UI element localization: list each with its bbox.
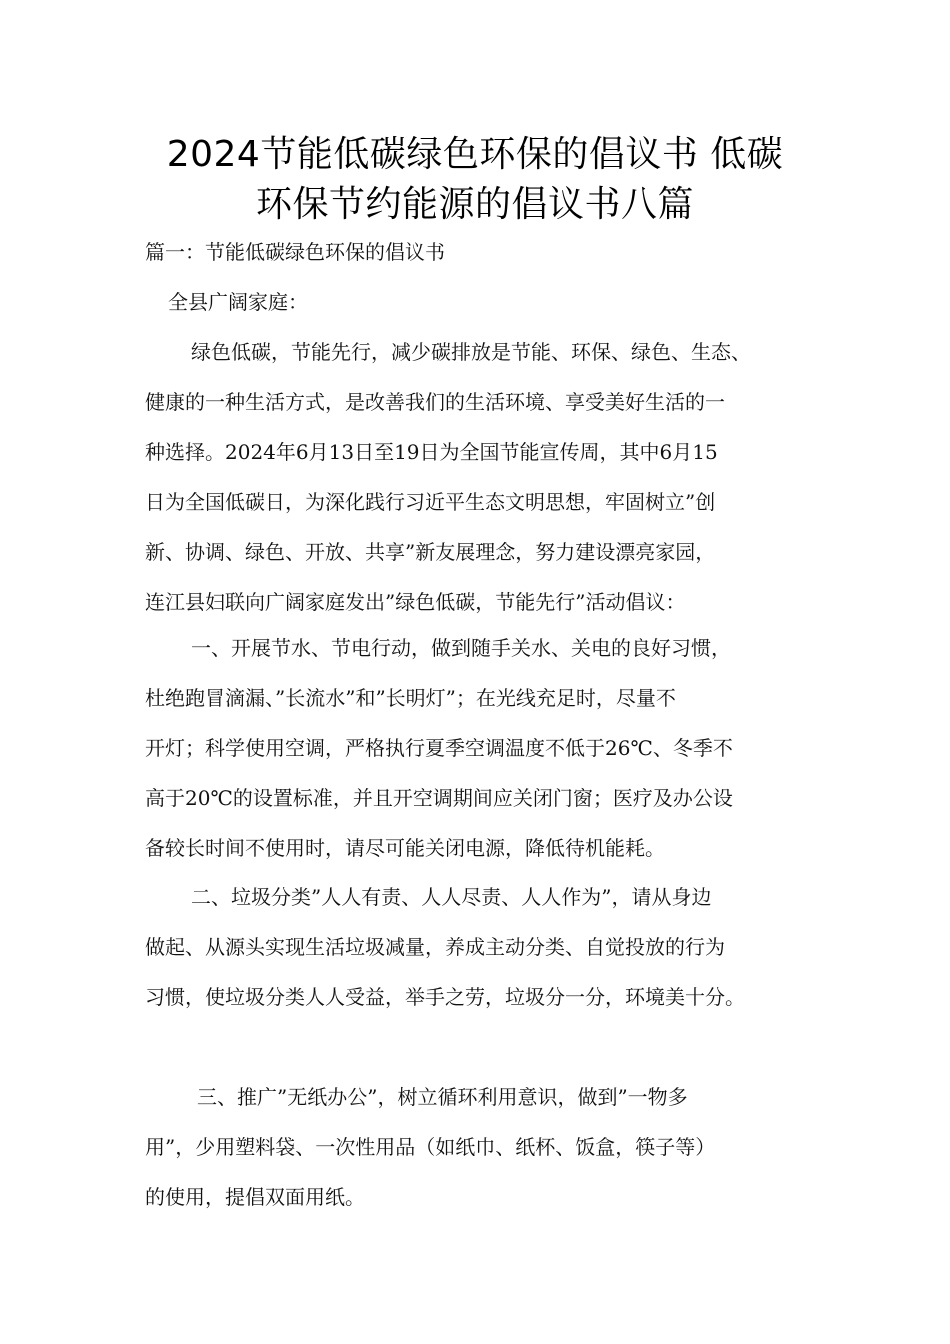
paragraph-line: 用”，少用塑料袋、一次性用品（如纸巾、纸杯、饭盒，筷子等） (145, 1135, 716, 1159)
paragraph-line: 日为全国低碳日，为深化践行习近平生态文明思想，牢固树立”创 (145, 490, 716, 514)
document-title (90, 130, 860, 230)
paragraph-line: 种选择。2024年6月13日至19日为全国节能宣传周，其中6月15 (145, 440, 718, 464)
paragraph-line: 一、开展节水、节电行动，做到随手关水、关电的良好习惯， (191, 636, 731, 660)
paragraph-line: 开灯；科学使用空调，严格执行夏季空调温度不低于26℃、冬季不 (145, 736, 733, 760)
paragraph-line: 高于20℃的设置标准，并且开空调期间应关闭门窗；医疗及办公设 (145, 786, 733, 810)
paragraph-3 (145, 872, 825, 1022)
paragraph-line: 三、推广”无纸办公”，树立循环利用意识，做到”一物多 (197, 1085, 688, 1109)
paragraph-line: 的使用，提倡双面用纸。 (145, 1185, 365, 1209)
title-line-2: 环保节约能源的倡议书八篇 (255, 184, 694, 225)
salutation: 全县广阔家庭： (168, 290, 308, 314)
paragraph-1 (145, 327, 825, 627)
paragraph-line: 健康的一种生活方式，是改善我们的生活环境、享受美好生活的一 (145, 390, 725, 414)
paragraph-line: 杜绝跑冒滴漏、”长流水”和”长明灯”；在光线充足时，尽量不 (145, 686, 676, 710)
paragraph-line: 二、垃圾分类”人人有责、人人尽责、人人作为”，请从身边 (191, 885, 712, 909)
paragraph-line: 连江县妇联向广阔家庭发出”绿色低碳，节能先行”活动倡议： (145, 590, 686, 614)
paragraph-2 (145, 623, 825, 873)
paragraph-line: 做起、从源头实现生活垃圾减量，养成主动分类、自觉投放的行为 (145, 935, 725, 959)
paragraph-line: 备较长时间不使用时，请尽可能关闭电源，降低待机能耗。 (145, 836, 665, 860)
paragraph-line: 新、协调、绿色、开放、共享”新友展理念，努力建设漂亮家园， (145, 540, 716, 564)
paragraph-line: 习惯，使垃圾分类人人受益，举手之劳，垃圾分一分，环境美十分。 (145, 985, 745, 1009)
paragraph-4 (145, 1072, 825, 1222)
section-title: 篇一：节能低碳绿色环保的倡议书 (145, 240, 445, 264)
paragraph-line: 绿色低碳，节能先行，减少碳排放是节能、环保、绿色、生态、 (191, 340, 751, 364)
title-line-1: 2024节能低碳绿色环保的倡议书 低碳 (166, 134, 784, 175)
